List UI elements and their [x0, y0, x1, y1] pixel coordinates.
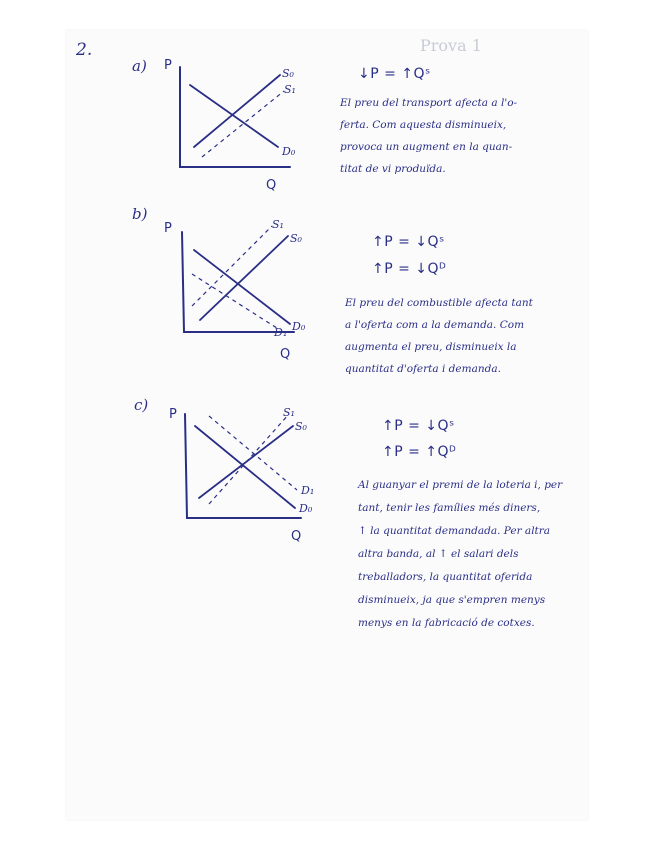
part-b-s1-label: S₁ [272, 218, 284, 231]
part-c-p-label: P [169, 407, 177, 422]
part-c-d0-label: D₀ [299, 502, 313, 515]
header-mark: Prova 1 [420, 36, 482, 55]
part-c-supply0-curve [199, 426, 293, 498]
part-c-q-label: Q [291, 529, 302, 544]
part-b-eq-1: ↑P = ↓Qˢ [372, 234, 445, 250]
part-a-p-label: P [164, 58, 172, 73]
part-c-eq-1: ↑P = ↓Qˢ [382, 418, 455, 434]
part-b-graph [162, 212, 322, 362]
part-b-supply0-curve [200, 236, 288, 320]
part-b-p-label: P [164, 221, 172, 236]
part-b-d0-label: D₀ [292, 320, 306, 333]
part-b-d1-label: D₁ [274, 326, 288, 339]
part-a-s1-label: S₁ [284, 83, 296, 96]
part-a-supply0-curve [194, 75, 280, 147]
part-a-s0-label: S₀ [282, 67, 294, 80]
part-c-graph [165, 400, 325, 550]
part-a-d0-label: D₀ [282, 145, 296, 158]
part-c-letter: c) [134, 396, 149, 414]
part-b-letter: b) [132, 205, 148, 223]
part-b-s0-label: S₀ [290, 232, 302, 245]
part-b-text: El preu del combustible afecta tant a l'oferta com a la demanda. Com augmenta el preu, disminueix la quantitat d'oferta i demanda. [345, 297, 533, 375]
part-b-supply1-curve [192, 226, 272, 306]
part-b-q-label: Q [280, 347, 291, 362]
part-a-q-label: Q [266, 178, 277, 193]
part-c-s0-label: S₀ [295, 420, 307, 433]
part-c-text: Al guanyar el premi de la loteria i, per tant, tenir les famílies més diners, ↑ la quantitat demandada. Per altra altra banda, al ↑ el salari dels treballadors, la quantitat oferida disminueix, ja que s'empren menys menys en la fabricació de cotxes. [358, 479, 563, 629]
part-a-graph [160, 55, 310, 195]
part-b-eq-2: ↑P = ↓Qᴰ [372, 261, 447, 277]
question-number: 2. [76, 40, 93, 60]
part-a-demand-curve [190, 85, 278, 147]
part-c-demand0-curve [195, 426, 295, 508]
part-a-text: El preu del transport afecta a l'o- ferta. Com aquesta disminueix, provoca un augment en la quan- titat de vi produïda. [340, 97, 518, 175]
part-a-eq-1: ↓P = ↑Qˢ [358, 66, 431, 82]
part-c-s1-label: S₁ [283, 406, 295, 419]
part-a-letter: a) [132, 57, 147, 75]
part-c-demand1-curve [209, 416, 297, 490]
part-c-d1-label: D₁ [301, 484, 315, 497]
part-a-supply1-curve [202, 91, 284, 157]
part-c-eq-2: ↑P = ↑Qᴰ [382, 444, 457, 460]
